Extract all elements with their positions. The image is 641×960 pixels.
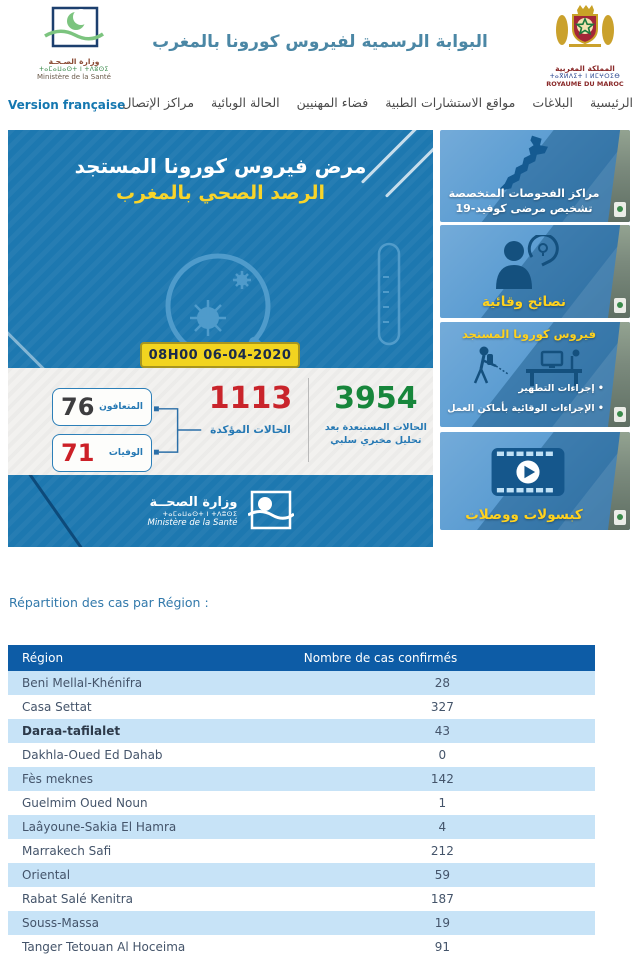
ministry-chip-icon [614,510,626,525]
ministry-logo-french: Ministère de la Santé [37,73,111,81]
excluded-value: 3954 [334,381,418,416]
footer-ministry-text: وزارة الصحــة ⵜⴰⵎⴰⵡⴰⵙⵜ ⵏ ⵜⴷⵓⵙⵉ Ministère de la Santé [147,494,238,528]
recovered-value: 76 [61,393,95,421]
card-title: كبسولات ووصلات [465,507,583,523]
kingdom-logo-tifinagh: ⵜⴰⴳⵍⴷⵉⵜ ⵏ ⵍⵎⵖⵔⵉⴱ [549,73,621,80]
table-row: Souss-Massa 19 [8,911,595,935]
recovered-box [52,388,152,426]
diagonal-decor-line [8,320,60,368]
kingdom-logo-french: ROYAUME DU MAROC [546,80,624,88]
recovered-label: المتعافون [99,402,143,412]
banner-subtitle: الرصد الصحي بالمغرب [115,182,326,204]
table-row: Fès meknes 142 [8,767,595,791]
main-nav [123,95,633,110]
header [0,0,641,92]
card-coronavirus-measures[interactable] [440,322,630,427]
confirmed-block [203,381,298,436]
person-idea-icon [488,235,566,291]
excluded-block [319,381,433,448]
ministry-chip-icon [614,202,626,217]
table-row: Beni Mellal-Khénifra 28 [8,671,595,695]
card-video-capsules[interactable] [440,432,630,530]
table-row: Marrakech Safi 212 [8,839,595,863]
kingdom-logo [539,2,631,88]
table-heading: Répartition des cas par Région : [9,595,209,610]
ministry-logo-icon [43,6,105,52]
kingdom-logo-arabic: المملكة المغربية [555,64,615,73]
version-francaise-link[interactable]: Version française [8,98,126,112]
card-preventive-advice[interactable] [440,225,630,318]
diagonal-decor-line [26,475,86,547]
stats-divider [308,378,309,462]
deaths-value: 71 [61,439,95,467]
column-region: Région [8,645,290,671]
ministry-logo-arabic: وزارة الصـحـة [48,57,100,66]
table-row: Rabat Salé Kenitra 187 [8,887,595,911]
banner-title: مرض فيروس كورونا المستجد [74,154,367,178]
table-row: Tanger Tetouan Al Hoceima 91 [8,935,595,959]
nav-item-medical-consultations[interactable]: مواقع الاستشارات الطبية [385,95,516,110]
page-title: البوابة الرسمية لفيروس كورونا بالمغرب [152,32,488,52]
deaths-box [52,434,152,472]
column-confirmed-cases: Nombre de cas confirmés [290,645,595,671]
stats-boxes [52,388,152,472]
footer-ministry-logo-icon [248,489,294,533]
banner-top [8,130,433,368]
table-row: Daraa-tafilalet 43 [8,719,595,743]
test-tube-icon [375,242,403,347]
video-film-icon [488,444,568,500]
ministry-logo [26,6,122,81]
nav-item-professionals[interactable]: فضاء المهنيين [296,95,369,110]
card-title: نصائح وقائية [481,294,566,310]
sidebar [440,130,630,530]
stats-panel [8,368,433,475]
card-title: فيروس كورونا المستجد [461,327,596,341]
excluded-label: الحالات المستبعدة بعد تحليل مخبري سلبي [324,422,427,446]
table-row: Guelmim Oued Noun 1 [8,791,595,815]
table-row: Casa Settat 327 [8,695,595,719]
table-header-row [8,645,595,671]
card-title: مراكز الفحوصات المتخصصة تشخيص مرضى كوفيد-19 [448,187,600,215]
report-datetime-badge: 08H00 06-04-2020 [140,342,300,368]
ministry-logo-tifinagh: ⵜⴰⵎⴰⵡⴰⵙⵜ ⵏ ⵜⴷⵓⵙⵉ [39,66,109,73]
nav-item-contact-centers[interactable]: مراكز الإتصال [122,95,195,110]
table-row: Laâyoune-Sakia El Hamra 4 [8,815,595,839]
region-cases-table [8,645,595,959]
ministry-chip-icon [614,298,626,313]
card-testing-centers[interactable] [440,130,630,222]
confirmed-value: 1113 [208,381,293,416]
morocco-map-icon [492,134,556,190]
confirmed-label: الحالات المؤكدة [210,424,291,436]
ministry-chip-icon [614,407,626,422]
deaths-label: الوفيات [108,448,143,458]
card-bullets: • إجراءات التطهير • الإجراءات الوقائية بأماكن العمل [440,379,620,419]
nav-item-announcements[interactable]: البلاغات [532,95,573,110]
table-row: Oriental 59 [8,863,595,887]
connector-bracket [152,390,203,470]
nav-item-epidemiological-situation[interactable]: الحالة الوبائية [211,95,280,110]
nav-item-home[interactable]: الرئيسية [589,95,633,110]
banner-footer [8,475,433,547]
kingdom-coat-of-arms-icon [549,2,621,60]
table-row: Dakhla-Oued Ed Dahab 0 [8,743,595,767]
covid-banner [8,130,433,547]
